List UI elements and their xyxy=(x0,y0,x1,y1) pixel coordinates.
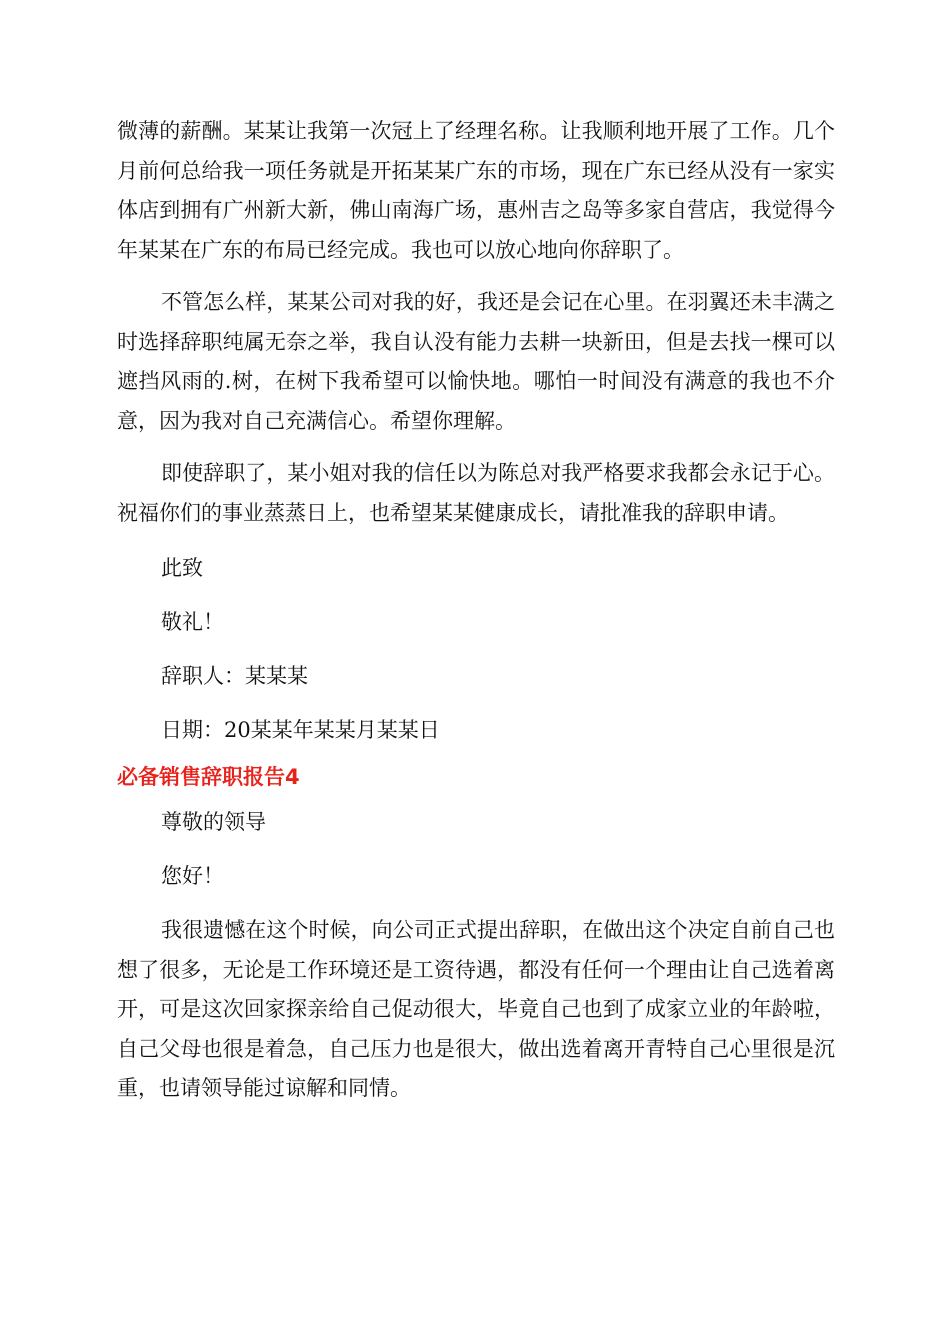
signer-line: 辞职人：某某某 xyxy=(161,664,308,688)
body-paragraph-1: 微薄的薪酬。某某让我第一次冠上了经理名称。让我顺利地开展了工作。几个月前何总给我一项任务就是开拓某某广东的市场，现在广东已经从没有一家实体店到拥有广州新大新，佛山南海广场，惠州吉之岛等多家自营店，我觉得今年某某在广东的布局已经完成。我也可以放心地向你辞职了。 xyxy=(117,119,835,262)
closing-line-2: 敬礼！ xyxy=(161,610,224,634)
document-page xyxy=(117,112,835,1109)
body-paragraph-3: 即使辞职了，某小姐对我的信任以为陈总对我严格要求我都会永记于心。祝福你们的事业蒸蒸日上，也希望某某健康成长，请批准我的辞职申请。 xyxy=(117,461,835,525)
body-paragraph-2: 不管怎么样，某某公司对我的好，我还是会记在心里。在羽翼还未丰满之时选择辞职纯属无奈之举，我自认没有能力去耕一块新田，但是去找一棵可以遮挡风雨的.树，在树下我希望可以愉快地。哪怕一时间没有满意的我也不介意，因为我对自己充满信心。希望你理解。 xyxy=(117,290,835,433)
section-heading: 必备销售辞职报告4 xyxy=(117,765,300,789)
greeting-line: 您好！ xyxy=(161,864,224,888)
closing-line-1: 此致 xyxy=(161,556,203,580)
salutation-line: 尊敬的领导 xyxy=(161,810,266,834)
body-paragraph-4: 我很遗憾在这个时候，向公司正式提出辞职，在做出这个决定自前自己也想了很多，无论是工作环境还是工资待遇，都没有任何一个理由让自己选着离开，可是这次回家探亲给自己促动很大，毕竟自己也到了成家立业的年龄啦，自己父母也很是着急，自己压力也是很大，做出选着离开青特自己心里很是沉重，也请领导能过谅解和同情。 xyxy=(117,918,835,1100)
date-line: 日期：20某某年某某月某某日 xyxy=(161,718,440,742)
